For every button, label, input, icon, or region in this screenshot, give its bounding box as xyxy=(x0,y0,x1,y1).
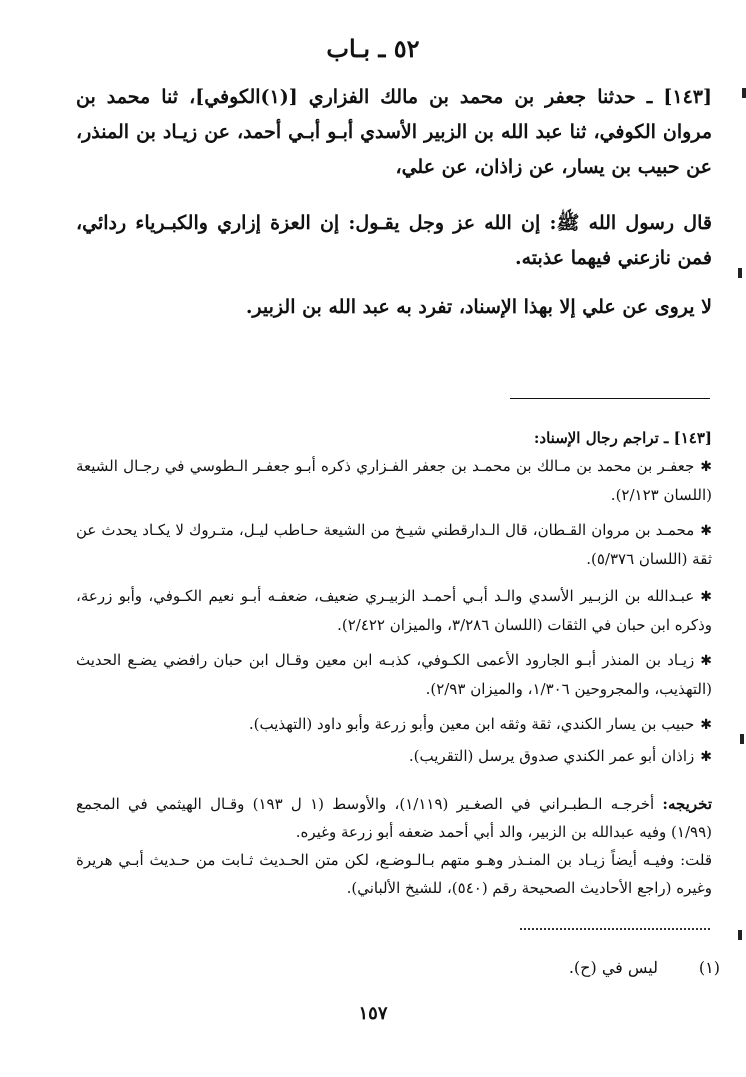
narrator-note xyxy=(76,452,712,509)
chapter-heading: ٥٢ ـ بـاب xyxy=(326,34,420,63)
narrator-note-text: محمـد بن مروان القـطان، قال الـدارقطني شيـخ من الشيعة حـاطب ليـل، متـروك لا يكـاد يحدث عن ثقة (اللسان ٥/٣٧٦). xyxy=(76,521,712,568)
narrator-note xyxy=(76,710,712,739)
footnote-number: (١) xyxy=(698,958,720,977)
narrator-note-text: جعفـر بن محمد بن مـالك بن محمـد بن جعفر الفـزاري ذكره أبـو جعفـر الـطوسي في رجـال الشيعة (اللسان ٢/١٢٣). xyxy=(76,457,712,504)
bullet-star-icon: ✱ xyxy=(700,523,712,539)
hadith-isnad: [١٤٣] ـ حدثنا جعفر بن محمد بن مالك الفزاري [(١)الكوفي]، ثنا محمد بن مروان الكوفي، ثنا عبد الله بن الزبير الأسدي أبـو أبـي أحمد، عن زيـاد بن المنذر، عن حبيب بن يسار، عن زاذان، عن علي، xyxy=(76,86,712,178)
narrator-note-text: عبـدالله بن الزبـير الأسدي والـد أبـي أحمـد الزبيـري ضعيف، ضعفـه أبـو نعيم الكـوفي، وأبو زرعة، وذكره ابن حبان في الثقات (اللسان ٣/٢٨٦، والميزان ٢/٤٢٢). xyxy=(76,587,712,634)
takhrij-paragraph xyxy=(76,790,712,846)
narrator-note xyxy=(76,646,712,703)
hadith-comment: لا يروى عن علي إلا بهذا الإسناد، تفرد به عبد الله بن الزبير. xyxy=(245,296,712,318)
scan-edge-mark xyxy=(738,930,742,940)
bullet-star-icon: ✱ xyxy=(700,653,712,669)
bullet-star-icon: ✱ xyxy=(700,717,712,733)
bullet-star-icon: ✱ xyxy=(700,589,712,605)
takhrij-text: أخرجـه الـطبـراني في الصغـير (١/١١٩)، والأوسط (١ ل ١٩٣) وقـال الهيثمي في المجمع (١/٩٩) وفيه عبدالله بن الزبير، والد أبي أحمد ضعفه أبو زرعة وغيره. xyxy=(76,795,712,841)
scan-edge-mark xyxy=(738,268,742,278)
hadith-matn: قال رسول الله ﷺ: إن الله عز وجل يقـول: إن العزة إزاري والكبـرياء ردائي، فمن نازعني فيهما عذبته. xyxy=(76,212,712,269)
bullet-star-icon: ✱ xyxy=(700,459,712,475)
page-number: ١٥٧ xyxy=(358,1003,388,1024)
bullet-star-icon: ✱ xyxy=(700,749,712,765)
notes-title: [١٤٣] ـ تراجم رجال الإسناد: xyxy=(533,429,712,447)
narrator-note xyxy=(76,582,712,639)
narrator-note-text: زيـاد بن المنذر أبـو الجارود الأعمى الكـوفي، كذبـه ابن معين وقـال ابن حبان رافضي يضـع الحديث (التهذيب، والمجروحين ١/٣٠٦، والميزان ٢/٩٣). xyxy=(76,651,712,698)
narrator-note xyxy=(76,516,712,573)
narrator-note xyxy=(76,742,712,771)
qultu-paragraph: قلت: وفيـه أيضاً زيـاد بن المنـذر وهـو متهم بـالـوضـع، لكن متن الحـديث ثـابت من حـديث أبـي هريرة وغيره (راجع الأحاديث الصحيحة رقم (٥٤٠)، للشيخ الألباني). xyxy=(76,851,712,897)
scan-edge-mark xyxy=(742,88,746,98)
notes-divider xyxy=(510,398,710,399)
narrator-note-text: زاذان أبو عمر الكندي صدوق يرسل (التقريب). xyxy=(408,747,695,765)
footnote-text: ليس في (ح). xyxy=(568,958,658,977)
footnote-divider xyxy=(520,928,710,930)
takhrij-section xyxy=(76,790,712,902)
scan-edge-mark xyxy=(740,734,744,744)
narrator-note-text: حبيب بن يسار الكندي، ثقة وثقه ابن معين وأبو زرعة وأبو داود (التهذيب). xyxy=(248,715,695,733)
takhrij-label: تخريجه: xyxy=(662,795,712,813)
